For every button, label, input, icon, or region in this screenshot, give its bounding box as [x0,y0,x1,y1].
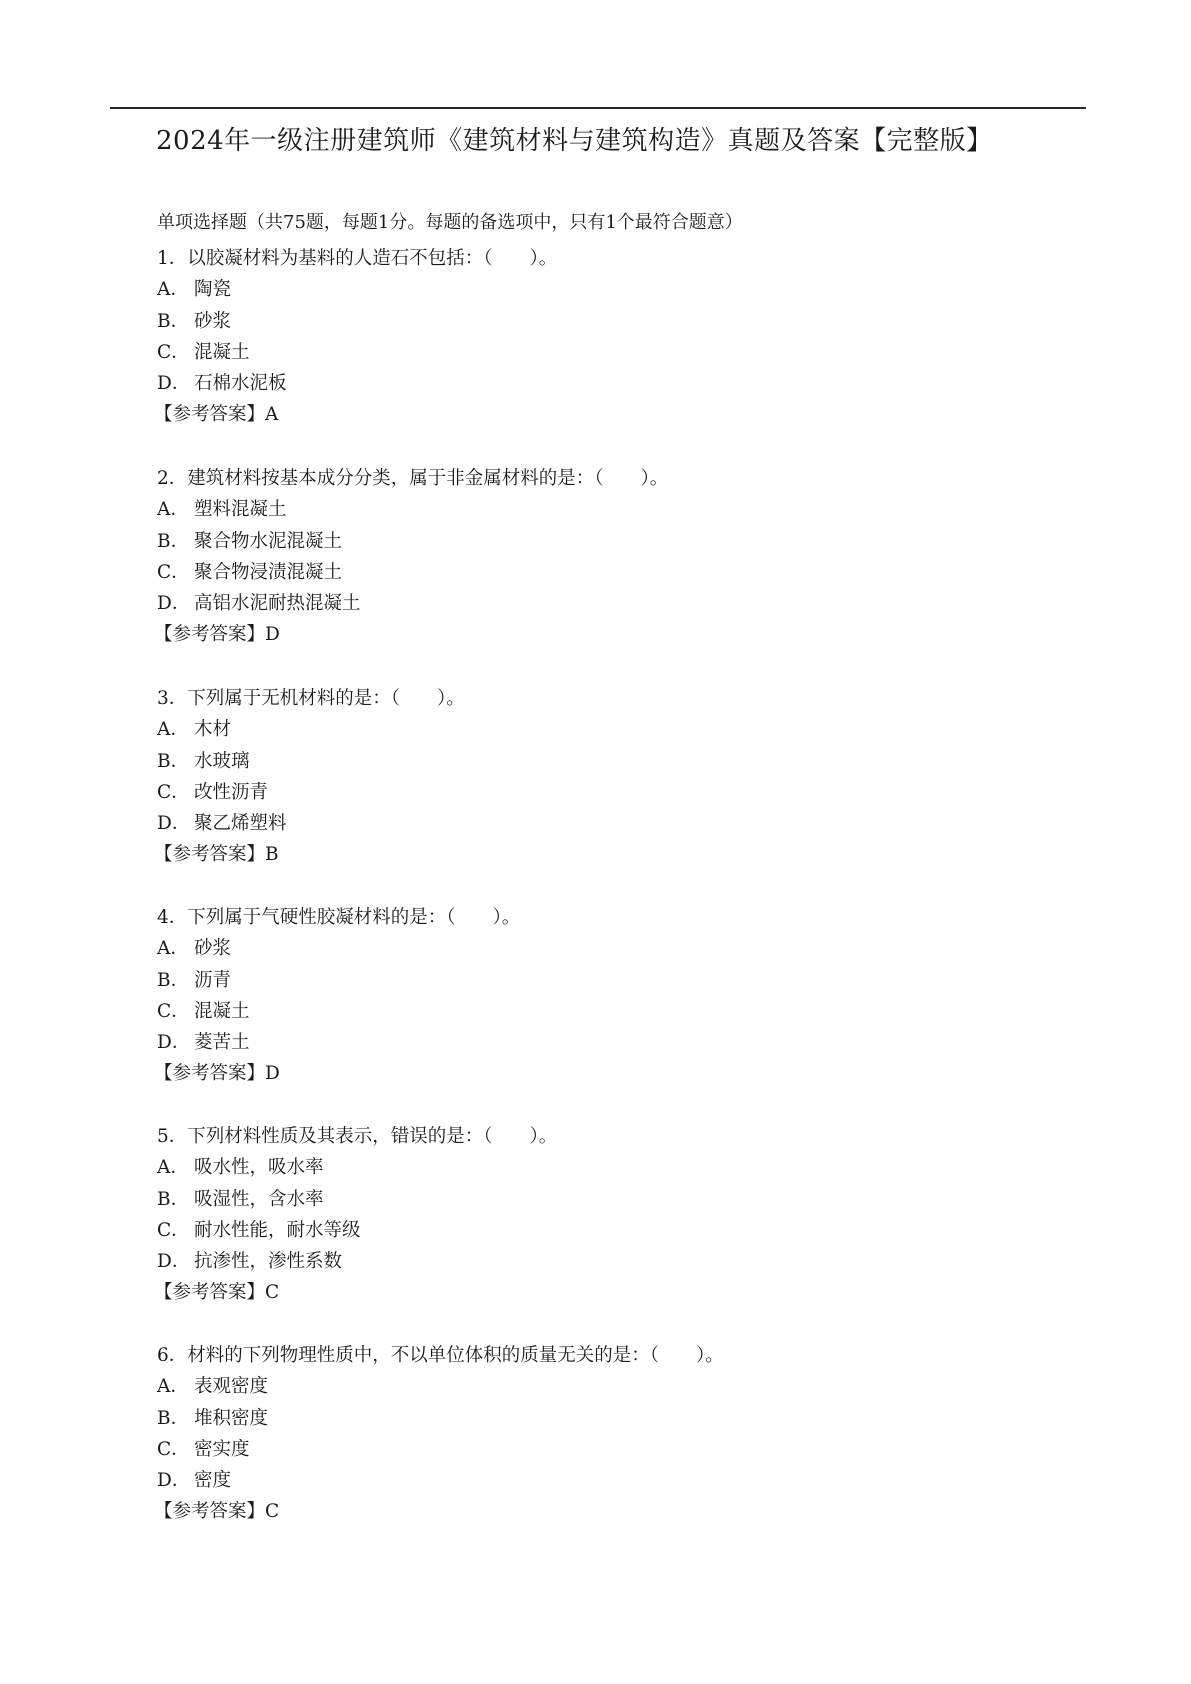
option-d [157,1027,1087,1058]
option-letter: D． [157,1470,191,1492]
option-a [157,714,1087,745]
question-stem: 6．材料的下列物理性质中，不以单位体积的质量无关的是：（ ）。 [157,1345,724,1366]
question-stem: 5．下列材料性质及其表示，错误的是：（ ）。 [157,1126,558,1147]
option-c [157,996,1087,1027]
answer-value: D [265,624,280,646]
option-letter: D． [157,1251,191,1273]
option-letter: B． [157,530,190,552]
reference-answer [154,839,1087,870]
question-stem: 2．建筑材料按基本成分分类，属于非金属材料的是：（ ）。 [157,468,669,489]
option-letter: B． [157,1407,190,1429]
option-d [157,1246,1087,1277]
option-d [157,1465,1087,1496]
question-stem: 1．以胶凝材料为基料的人造石不包括：（ ）。 [157,248,558,269]
answer-value: D [265,1063,280,1085]
option-letter: C． [157,781,190,803]
option-d [157,808,1087,839]
option-text: 木材 [194,719,232,741]
option-letter: B． [157,1188,190,1210]
option-b [157,1184,1087,1215]
option-letter: D． [157,813,191,835]
option-letter: C． [157,1000,190,1022]
option-text: 菱苦土 [194,1032,250,1054]
option-text: 混凝土 [194,1000,250,1022]
option-text: 砂浆 [194,310,232,332]
option-letter: B． [157,969,190,991]
option-letter: A． [157,938,189,960]
option-a [157,933,1087,964]
answer-value: B [265,844,279,866]
option-text: 混凝土 [194,341,250,363]
option-b [157,965,1087,996]
answer-value: C [265,1282,280,1304]
question-1 [154,243,1087,431]
option-text: 砂浆 [194,938,232,960]
option-text: 表观密度 [194,1376,269,1398]
option-text: 密实度 [194,1438,250,1460]
question-stem: 4．下列属于气硬性胶凝材料的是：（ ）。 [157,907,521,928]
option-b [157,746,1087,777]
option-c [157,1215,1087,1246]
question-5 [154,1121,1087,1309]
option-d [157,368,1087,399]
answer-value: A [265,404,279,426]
answer-prefix: 【参考答案】 [154,1063,266,1085]
option-c [157,557,1087,588]
answer-prefix: 【参考答案】 [154,844,266,866]
option-text: 耐水性能，耐水等级 [194,1219,361,1241]
option-c [157,337,1087,368]
option-a [157,494,1087,525]
question-stem: 3．下列属于无机材料的是：（ ）。 [157,688,465,709]
header-rule [110,107,1086,109]
option-letter: D． [157,1032,191,1054]
option-text: 吸水性，吸水率 [194,1157,324,1179]
option-c [157,1434,1087,1465]
option-text: 抗渗性，渗性系数 [194,1251,343,1273]
option-b [157,306,1087,337]
option-letter: D． [157,593,191,615]
option-text: 改性沥青 [194,781,269,803]
option-a [157,1371,1087,1402]
option-letter: A． [157,279,189,301]
document-title: 2024年一级注册建筑师《建筑材料与建筑构造》真题及答案【完整版】 [156,126,993,156]
option-letter: C． [157,1438,190,1460]
question-2 [154,463,1087,651]
option-text: 密度 [194,1470,232,1492]
option-text: 聚合物浸渍混凝土 [194,561,343,583]
question-3 [154,683,1087,871]
option-text: 沥青 [194,969,232,991]
option-letter: A． [157,1376,189,1398]
option-text: 吸湿性，含水率 [194,1188,324,1210]
option-a [157,274,1087,305]
option-letter: B． [157,310,190,332]
option-text: 石棉水泥板 [194,373,287,395]
option-letter: A． [157,1157,189,1179]
answer-value: C [265,1501,280,1523]
reference-answer [154,1058,1087,1089]
option-letter: C． [157,1219,190,1241]
reference-answer [154,1496,1087,1527]
option-text: 塑料混凝土 [194,499,287,521]
option-letter: A． [157,499,189,521]
option-text: 聚合物水泥混凝土 [194,530,343,552]
answer-prefix: 【参考答案】 [154,404,266,426]
reference-answer [154,399,1087,430]
question-4 [154,902,1087,1090]
option-b [157,1403,1087,1434]
question-6 [154,1340,1087,1528]
answer-prefix: 【参考答案】 [154,624,266,646]
option-text: 高铝水泥耐热混凝土 [194,593,361,615]
answer-prefix: 【参考答案】 [154,1282,266,1304]
reference-answer [154,619,1087,650]
option-letter: D． [157,373,191,395]
option-text: 聚乙烯塑料 [194,813,287,835]
option-letter: B． [157,750,190,772]
option-text: 水玻璃 [194,750,250,772]
option-text: 堆积密度 [194,1407,269,1429]
option-letter: C． [157,561,190,583]
option-d [157,588,1087,619]
option-letter: C． [157,341,190,363]
section-intro: 单项选择题（共75题，每题1分。每题的备选项中，只有1个最符合题意） [157,212,743,233]
answer-prefix: 【参考答案】 [154,1501,266,1523]
option-text: 陶瓷 [194,279,232,301]
option-letter: A． [157,719,189,741]
option-a [157,1152,1087,1183]
reference-answer [154,1277,1087,1308]
option-c [157,777,1087,808]
option-b [157,526,1087,557]
